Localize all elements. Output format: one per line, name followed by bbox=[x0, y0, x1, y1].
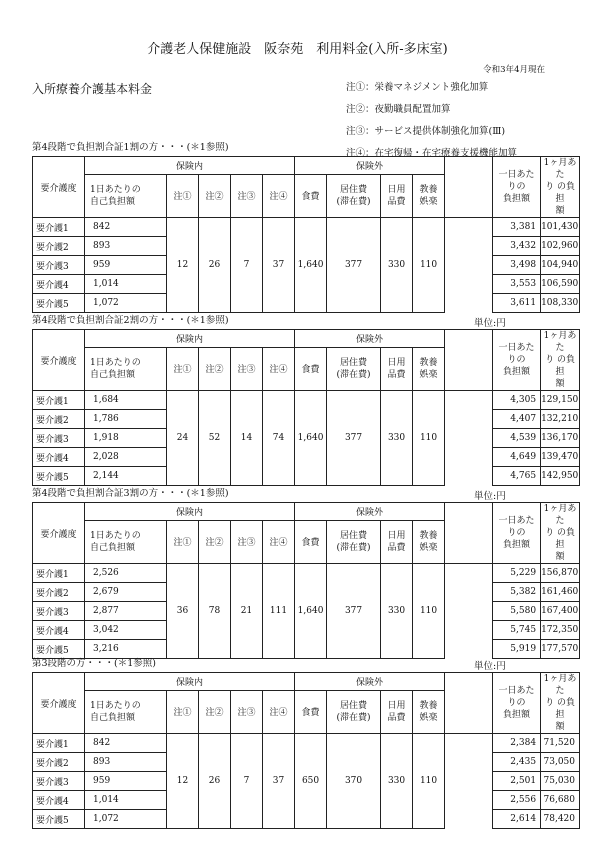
care-level: 要介護3 bbox=[33, 256, 85, 275]
note-1: 注①：栄養マネジメント強化加算 bbox=[346, 82, 489, 93]
unit-label: 単位:円 bbox=[474, 661, 506, 672]
note-2-value: 26 bbox=[199, 734, 231, 829]
note-2-value: 52 bbox=[199, 391, 231, 486]
food-value: 1,640 bbox=[295, 391, 327, 486]
per-month-header: 1ヶ月あた り の負担 額 bbox=[541, 157, 580, 218]
per-month-total: 139,470 bbox=[541, 448, 580, 467]
recreation-header: 教養 娯楽 bbox=[413, 690, 445, 733]
note-4-header: 注④ bbox=[263, 174, 295, 217]
per-month-total: 71,520 bbox=[541, 734, 580, 753]
care-level: 要介護3 bbox=[33, 602, 85, 621]
self-pay: 2,679 bbox=[85, 583, 167, 602]
self-pay: 1,014 bbox=[85, 791, 167, 810]
self-pay: 2,144 bbox=[85, 467, 167, 486]
per-day-total: 2,384 bbox=[493, 734, 541, 753]
care-level: 要介護2 bbox=[33, 583, 85, 602]
table-title: 第4段階で負担割合証1割の方・・・(＊1参照) bbox=[32, 142, 229, 153]
stay-header: 居住費 (滞在費) bbox=[327, 347, 381, 390]
fee-table bbox=[32, 329, 580, 486]
page-title: 介護老人保健施設 阪奈苑 利用料金(入所-多床室) bbox=[147, 42, 448, 57]
spacer bbox=[445, 673, 493, 734]
spacer bbox=[445, 218, 493, 313]
daily-goods-header: 日用 品費 bbox=[381, 520, 413, 563]
per-day-total: 4,305 bbox=[493, 391, 541, 410]
note-2-header: 注② bbox=[199, 347, 231, 390]
recreation-header: 教養 娯楽 bbox=[413, 347, 445, 390]
food-value: 650 bbox=[295, 734, 327, 829]
note-4-header: 注④ bbox=[263, 347, 295, 390]
fee-table bbox=[32, 156, 580, 313]
note-3-value: 7 bbox=[231, 218, 263, 313]
self-pay: 893 bbox=[85, 753, 167, 772]
spacer bbox=[445, 391, 493, 486]
self-pay: 959 bbox=[85, 772, 167, 791]
note-1-header: 注① bbox=[167, 174, 199, 217]
stay-value: 377 bbox=[327, 564, 381, 659]
self-pay: 2,877 bbox=[85, 602, 167, 621]
self-pay: 893 bbox=[85, 237, 167, 256]
note-1-value: 12 bbox=[167, 734, 199, 829]
note-4-header: 注④ bbox=[263, 520, 295, 563]
note-3-header: 注③ bbox=[231, 347, 263, 390]
stay-header: 居住費 (滞在費) bbox=[327, 690, 381, 733]
daily-goods-header: 日用 品費 bbox=[381, 347, 413, 390]
fee-table bbox=[32, 502, 580, 659]
level-header: 要介護度 bbox=[33, 503, 85, 564]
per-day-total: 5,919 bbox=[493, 640, 541, 659]
stay-header: 居住費 (滞在費) bbox=[327, 520, 381, 563]
per-day-total: 5,580 bbox=[493, 602, 541, 621]
level-header: 要介護度 bbox=[33, 330, 85, 391]
care-level: 要介護5 bbox=[33, 294, 85, 313]
table-row bbox=[33, 391, 580, 410]
per-month-total: 161,460 bbox=[541, 583, 580, 602]
per-day-total: 3,381 bbox=[493, 218, 541, 237]
food-header: 食費 bbox=[295, 520, 327, 563]
stay-value: 377 bbox=[327, 218, 381, 313]
self-pay-header: 1日あたりの 自己負担額 bbox=[85, 690, 167, 733]
spacer bbox=[445, 734, 493, 829]
per-day-total: 4,539 bbox=[493, 429, 541, 448]
spacer bbox=[445, 503, 493, 564]
care-level: 要介護2 bbox=[33, 410, 85, 429]
recreation-header: 教養 娯楽 bbox=[413, 174, 445, 217]
note-2-value: 78 bbox=[199, 564, 231, 659]
per-day-header: 一日あた りの 負担額 bbox=[493, 503, 541, 564]
self-pay: 1,684 bbox=[85, 391, 167, 410]
table-row bbox=[33, 218, 580, 237]
daily-goods-value: 330 bbox=[381, 734, 413, 829]
effective-date: 令和3年4月現在 bbox=[483, 65, 545, 75]
per-month-total: 136,170 bbox=[541, 429, 580, 448]
insured-header: 保険内 bbox=[85, 503, 295, 521]
fee-table bbox=[32, 672, 580, 829]
spacer bbox=[445, 330, 493, 391]
self-pay: 842 bbox=[85, 218, 167, 237]
care-level: 要介護4 bbox=[33, 621, 85, 640]
uninsured-header: 保険外 bbox=[295, 330, 445, 348]
recreation-value: 110 bbox=[413, 391, 445, 486]
unit-label: 単位:円 bbox=[474, 491, 506, 502]
note-4-value: 37 bbox=[263, 218, 295, 313]
insured-header: 保険内 bbox=[85, 157, 295, 175]
self-pay: 1,072 bbox=[85, 294, 167, 313]
insured-header: 保険内 bbox=[85, 673, 295, 691]
self-pay-header: 1日あたりの 自己負担額 bbox=[85, 347, 167, 390]
per-day-total: 5,745 bbox=[493, 621, 541, 640]
per-day-total: 4,649 bbox=[493, 448, 541, 467]
care-level: 要介護5 bbox=[33, 640, 85, 659]
self-pay: 1,072 bbox=[85, 810, 167, 829]
note-2-value: 26 bbox=[199, 218, 231, 313]
care-level: 要介護5 bbox=[33, 810, 85, 829]
level-header: 要介護度 bbox=[33, 673, 85, 734]
note-2-header: 注② bbox=[199, 690, 231, 733]
daily-goods-header: 日用 品費 bbox=[381, 690, 413, 733]
per-month-total: 104,940 bbox=[541, 256, 580, 275]
insured-header: 保険内 bbox=[85, 330, 295, 348]
food-value: 1,640 bbox=[295, 564, 327, 659]
note-1-value: 24 bbox=[167, 391, 199, 486]
note-1-value: 36 bbox=[167, 564, 199, 659]
note-4-value: 37 bbox=[263, 734, 295, 829]
self-pay-header: 1日あたりの 自己負担額 bbox=[85, 520, 167, 563]
per-day-total: 4,765 bbox=[493, 467, 541, 486]
spacer bbox=[445, 564, 493, 659]
care-level: 要介護4 bbox=[33, 791, 85, 810]
uninsured-header: 保険外 bbox=[295, 503, 445, 521]
note-3-value: 7 bbox=[231, 734, 263, 829]
per-month-total: 102,960 bbox=[541, 237, 580, 256]
note-2-header: 注② bbox=[199, 520, 231, 563]
self-pay-header: 1日あたりの 自己負担額 bbox=[85, 174, 167, 217]
note-3-header: 注③ bbox=[231, 174, 263, 217]
page-subtitle: 入所療養介護基本料金 bbox=[32, 82, 153, 96]
stay-header: 居住費 (滞在費) bbox=[327, 174, 381, 217]
self-pay: 3,216 bbox=[85, 640, 167, 659]
recreation-header: 教養 娯楽 bbox=[413, 520, 445, 563]
note-3-header: 注③ bbox=[231, 520, 263, 563]
per-day-header: 一日あた りの 負担額 bbox=[493, 673, 541, 734]
self-pay: 1,014 bbox=[85, 275, 167, 294]
care-level: 要介護4 bbox=[33, 448, 85, 467]
care-level: 要介護2 bbox=[33, 753, 85, 772]
care-level: 要介護2 bbox=[33, 237, 85, 256]
food-header: 食費 bbox=[295, 347, 327, 390]
care-level: 要介護3 bbox=[33, 772, 85, 791]
per-day-total: 5,229 bbox=[493, 564, 541, 583]
note-1-header: 注① bbox=[167, 520, 199, 563]
daily-goods-value: 330 bbox=[381, 391, 413, 486]
unit-label: 単位:円 bbox=[474, 318, 506, 329]
per-day-total: 2,614 bbox=[493, 810, 541, 829]
note-3-header: 注③ bbox=[231, 690, 263, 733]
note-2: 注②：夜勤職員配置加算 bbox=[346, 104, 451, 115]
self-pay: 3,042 bbox=[85, 621, 167, 640]
per-month-total: 132,210 bbox=[541, 410, 580, 429]
per-month-total: 78,420 bbox=[541, 810, 580, 829]
self-pay: 959 bbox=[85, 256, 167, 275]
self-pay: 1,786 bbox=[85, 410, 167, 429]
notes-legend bbox=[346, 77, 517, 165]
per-month-total: 177,570 bbox=[541, 640, 580, 659]
stay-value: 377 bbox=[327, 391, 381, 486]
recreation-value: 110 bbox=[413, 734, 445, 829]
per-month-header: 1ヶ月あた り の負担 額 bbox=[541, 330, 580, 391]
daily-goods-value: 330 bbox=[381, 218, 413, 313]
care-level: 要介護1 bbox=[33, 218, 85, 237]
note-3-value: 14 bbox=[231, 391, 263, 486]
per-month-total: 75,030 bbox=[541, 772, 580, 791]
note-3: 注③：サービス提供体制強化加算(Ⅲ) bbox=[346, 126, 506, 137]
note-4-value: 74 bbox=[263, 391, 295, 486]
food-header: 食費 bbox=[295, 174, 327, 217]
level-header: 要介護度 bbox=[33, 157, 85, 218]
per-month-total: 167,400 bbox=[541, 602, 580, 621]
uninsured-header: 保険外 bbox=[295, 157, 445, 175]
self-pay: 1,918 bbox=[85, 429, 167, 448]
per-month-header: 1ヶ月あた り の負担 額 bbox=[541, 503, 580, 564]
note-4: 注④：在宅復帰・在宅療養支援機能加算 bbox=[346, 148, 518, 159]
per-month-total: 142,950 bbox=[541, 467, 580, 486]
self-pay: 2,028 bbox=[85, 448, 167, 467]
per-month-total: 106,590 bbox=[541, 275, 580, 294]
care-level: 要介護1 bbox=[33, 734, 85, 753]
table-title: 第4段階で負担割合証3割の方・・・(＊1参照) bbox=[32, 488, 229, 499]
table-row bbox=[33, 564, 580, 583]
daily-goods-header: 日用 品費 bbox=[381, 174, 413, 217]
per-month-total: 172,350 bbox=[541, 621, 580, 640]
note-1-value: 12 bbox=[167, 218, 199, 313]
per-month-total: 129,150 bbox=[541, 391, 580, 410]
note-1-header: 注① bbox=[167, 347, 199, 390]
per-month-total: 156,870 bbox=[541, 564, 580, 583]
recreation-value: 110 bbox=[413, 564, 445, 659]
per-month-total: 108,330 bbox=[541, 294, 580, 313]
per-day-header: 一日あた りの 負担額 bbox=[493, 157, 541, 218]
per-day-header: 一日あた りの 負担額 bbox=[493, 330, 541, 391]
self-pay: 2,526 bbox=[85, 564, 167, 583]
per-day-total: 3,498 bbox=[493, 256, 541, 275]
stay-value: 370 bbox=[327, 734, 381, 829]
table-title: 第3段階の方・・・(＊1参照) bbox=[32, 658, 157, 669]
per-month-total: 101,430 bbox=[541, 218, 580, 237]
note-1-header: 注① bbox=[167, 690, 199, 733]
care-level: 要介護1 bbox=[33, 391, 85, 410]
care-level: 要介護5 bbox=[33, 467, 85, 486]
per-month-total: 73,050 bbox=[541, 753, 580, 772]
note-4-header: 注④ bbox=[263, 690, 295, 733]
per-day-total: 5,382 bbox=[493, 583, 541, 602]
table-title: 第4段階で負担割合証2割の方・・・(＊1参照) bbox=[32, 315, 229, 326]
note-2-header: 注② bbox=[199, 174, 231, 217]
per-day-total: 3,553 bbox=[493, 275, 541, 294]
note-4-value: 111 bbox=[263, 564, 295, 659]
per-day-total: 2,435 bbox=[493, 753, 541, 772]
uninsured-header: 保険外 bbox=[295, 673, 445, 691]
food-header: 食費 bbox=[295, 690, 327, 733]
care-level: 要介護4 bbox=[33, 275, 85, 294]
per-month-header: 1ヶ月あた り の負担 額 bbox=[541, 673, 580, 734]
note-3-value: 21 bbox=[231, 564, 263, 659]
table-row bbox=[33, 734, 580, 753]
spacer bbox=[445, 157, 493, 218]
per-day-total: 4,407 bbox=[493, 410, 541, 429]
daily-goods-value: 330 bbox=[381, 564, 413, 659]
per-day-total: 3,611 bbox=[493, 294, 541, 313]
care-level: 要介護3 bbox=[33, 429, 85, 448]
recreation-value: 110 bbox=[413, 218, 445, 313]
per-day-total: 2,501 bbox=[493, 772, 541, 791]
per-month-total: 76,680 bbox=[541, 791, 580, 810]
per-day-total: 2,556 bbox=[493, 791, 541, 810]
food-value: 1,640 bbox=[295, 218, 327, 313]
care-level: 要介護1 bbox=[33, 564, 85, 583]
self-pay: 842 bbox=[85, 734, 167, 753]
per-day-total: 3,432 bbox=[493, 237, 541, 256]
